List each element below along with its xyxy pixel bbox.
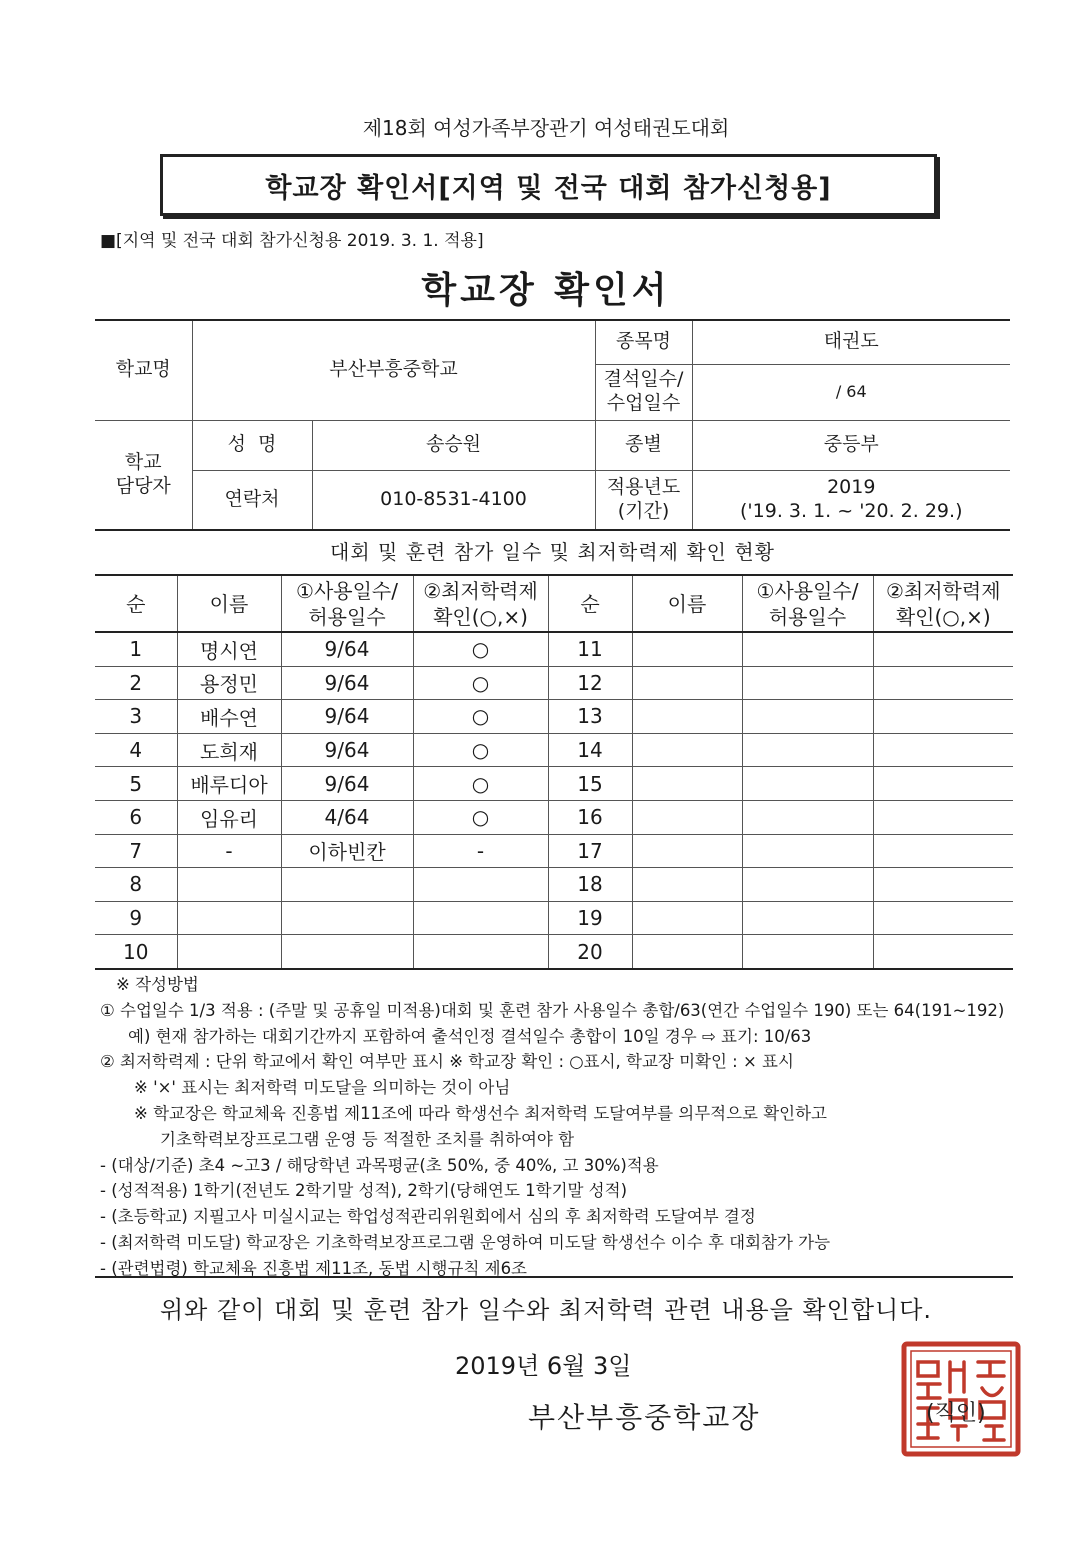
- document-title-box: [160, 154, 937, 216]
- row-days: 9/64: [281, 666, 413, 700]
- row-name-2: [632, 666, 742, 700]
- seal-label: (직인): [926, 1401, 986, 1426]
- sport-label: 종목명: [595, 320, 692, 364]
- col-min-2: [873, 575, 1013, 632]
- col-no-2: 순: [548, 575, 632, 632]
- row-name-2: [632, 800, 742, 834]
- instruction-line: - (관련법령) 학교체육 진흥법 제11조, 동법 시행규칙 제6조: [100, 1258, 527, 1278]
- row-min-2: [873, 666, 1013, 700]
- row-name: -: [177, 834, 281, 868]
- col-days-2-line2: 허용일수: [768, 604, 847, 629]
- row-min-2: [873, 733, 1013, 767]
- row-days-2: [742, 767, 873, 801]
- instruction-line: 예) 현재 참가하는 대회기간까지 포함하여 출석인정 결석일수 총합이 10일 경우 ⇨ 표기: 10/63: [128, 1026, 812, 1046]
- instruction-line: ※ '×' 표시는 최저학력 미도달을 의미하는 것이 아님: [134, 1078, 511, 1098]
- row-days: 4/64: [281, 800, 413, 834]
- instruction-line: - (최저학력 미도달) 학교장은 기초학력보장프로그램 운영하여 미도달 학생선수 이수 후 대회참가 가능: [100, 1232, 831, 1252]
- row-min-2: [873, 901, 1013, 935]
- applicability-note: ■[지역 및 전국 대회 참가신청용 2019. 3. 1. 적용]: [100, 231, 484, 251]
- col-min-2-line2: 확인(○,×): [895, 604, 991, 629]
- instruction-line: - (초등학교) 지필고사 미실시교는 학업성적관리위원회에서 심의 후 최저학력 도달여부 결정: [100, 1207, 756, 1227]
- row-days-2: [742, 700, 873, 734]
- row-min: [413, 901, 548, 935]
- row-no: 1: [95, 632, 177, 666]
- row-name: 명시연: [177, 632, 281, 666]
- event-title: 제18회 여성가족부장관기 여성태권도대회: [362, 116, 730, 140]
- absence-days-text: / 64: [835, 382, 867, 401]
- row-name-2: [632, 901, 742, 935]
- row-min: ○: [413, 632, 548, 666]
- row-name-2: [632, 834, 742, 868]
- row-days-2: [742, 935, 873, 969]
- row-min: -: [413, 834, 548, 868]
- row-no: 8: [95, 868, 177, 902]
- participant-row: [95, 868, 1013, 902]
- row-min: ○: [413, 800, 548, 834]
- year-value: [692, 470, 1010, 530]
- row-days-2: [742, 632, 873, 666]
- main-title: 학교장 확인서: [421, 270, 671, 311]
- absence-days-label: [595, 364, 692, 420]
- participant-row: [95, 800, 1013, 834]
- row-name-2: [632, 700, 742, 734]
- row-no-2: 20: [548, 935, 632, 969]
- participant-table: [95, 574, 1013, 970]
- participant-row: [95, 901, 1013, 935]
- col-days-2: [742, 575, 873, 632]
- info-table: [95, 319, 1010, 531]
- manager-label-line1: 학교: [124, 451, 162, 473]
- row-days: [281, 901, 413, 935]
- row-min: ○: [413, 767, 548, 801]
- row-name: 배수연: [177, 700, 281, 734]
- row-name: 도희재: [177, 733, 281, 767]
- row-no-2: 18: [548, 868, 632, 902]
- row-min-2: [873, 632, 1013, 666]
- confirmation-statement: 위와 같이 대회 및 훈련 참가 일수와 최저학력 관련 내용을 확인합니다.: [159, 1296, 933, 1324]
- row-name: 임유리: [177, 800, 281, 834]
- row-min: [413, 868, 548, 902]
- row-days: 9/64: [281, 632, 413, 666]
- year-value-line1: 2019: [827, 476, 876, 498]
- manager-label: [95, 420, 192, 530]
- col-days-line1: ①사용일수/: [296, 578, 398, 603]
- signer-name: 부산부흥중학교장: [528, 1401, 761, 1434]
- instruction-line: ① 수업일수 1/3 적용 : (주말 및 공휴일 미적용)대회 및 훈련 참가 사용일수 총합/63(연간 수업일수 190) 또는 64(191~192): [100, 1000, 1005, 1020]
- row-name-2: [632, 733, 742, 767]
- col-days-2-line1: ①사용일수/: [756, 578, 859, 603]
- row-no: 4: [95, 733, 177, 767]
- col-min-line1: ②최저학력제: [423, 578, 538, 603]
- row-name: 용정민: [177, 666, 281, 700]
- row-days-2: [742, 800, 873, 834]
- issue-date: 2019년 6월 3일: [455, 1352, 632, 1380]
- participant-row: [95, 632, 1013, 666]
- row-no-2: 19: [548, 901, 632, 935]
- row-min-2: [873, 868, 1013, 902]
- category-label: 종별: [595, 420, 692, 470]
- row-name: 배루디아: [177, 767, 281, 801]
- instruction-line: ※ 작성방법: [116, 975, 199, 994]
- row-name-2: [632, 868, 742, 902]
- year-label-line2: (기간): [617, 499, 670, 522]
- category-value: 중등부: [692, 420, 1010, 470]
- row-days-2: [742, 834, 873, 868]
- row-min: [413, 935, 548, 969]
- instruction-line: - (대상/기준) 초4 ~고3 / 해당학년 과목평균(초 50%, 중 40%, 고 30%)적용: [100, 1155, 659, 1175]
- row-no-2: 11: [548, 632, 632, 666]
- row-days: [281, 935, 413, 969]
- col-name: 이름: [177, 575, 281, 632]
- col-name-2: 이름: [632, 575, 742, 632]
- row-no-2: 14: [548, 733, 632, 767]
- row-no: 10: [95, 935, 177, 969]
- row-min-2: [873, 767, 1013, 801]
- row-days-2: [742, 733, 873, 767]
- row-min-2: [873, 935, 1013, 969]
- row-min-2: [873, 800, 1013, 834]
- row-no-2: 17: [548, 834, 632, 868]
- col-days-line2: 허용일수: [308, 604, 386, 629]
- participant-row: [95, 834, 1013, 868]
- year-label-line1: 적용년도: [606, 476, 681, 498]
- school-name-value: 부산부흥중학교: [192, 320, 595, 420]
- row-min-2: [873, 834, 1013, 868]
- row-days: 9/64: [281, 700, 413, 734]
- absence-days-label-line1: 결석일수/: [603, 368, 684, 391]
- writing-instructions: [100, 972, 1020, 1282]
- row-no-2: 16: [548, 800, 632, 834]
- document-title: 학교장 확인서[지역 및 전국 대회 참가신청용]: [265, 172, 832, 204]
- row-days: 이하빈칸: [281, 834, 413, 868]
- col-days: [281, 575, 413, 632]
- row-min: ○: [413, 700, 548, 734]
- col-min-line2: 확인(○,×): [433, 604, 528, 629]
- instruction-line: 기초학력보장프로그램 운영 등 적절한 조치를 취하여야 함: [160, 1129, 575, 1149]
- absence-days-label-line2: 수업일수: [606, 392, 681, 414]
- instruction-line: ※ 학교장은 학교체육 진흥법 제11조에 따라 학생선수 최저학력 도달여부를 의무적으로 확인하고: [134, 1103, 827, 1123]
- row-days-2: [742, 868, 873, 902]
- year-period: ('19. 3. 1. ~ '20. 2. 29.): [740, 499, 963, 522]
- absence-days-value: [692, 364, 1010, 420]
- participant-row: [95, 935, 1013, 969]
- row-min: ○: [413, 733, 548, 767]
- row-no: 3: [95, 700, 177, 734]
- col-min: [413, 575, 548, 632]
- manager-name-value: 송승원: [312, 420, 595, 470]
- participant-row: [95, 767, 1013, 801]
- row-days: 9/64: [281, 733, 413, 767]
- row-days: 9/64: [281, 767, 413, 801]
- row-name-2: [632, 632, 742, 666]
- row-no: 7: [95, 834, 177, 868]
- participant-row: [95, 733, 1013, 767]
- row-no: 6: [95, 800, 177, 834]
- row-name-2: [632, 935, 742, 969]
- col-no: 순: [95, 575, 177, 632]
- school-name-label: 학교명: [95, 320, 192, 420]
- row-min-2: [873, 700, 1013, 734]
- row-no-2: 12: [548, 666, 632, 700]
- row-name-2: [632, 767, 742, 801]
- row-no: 9: [95, 901, 177, 935]
- row-no: 2: [95, 666, 177, 700]
- manager-name-label: 성 명: [192, 420, 312, 470]
- notes-divider: [95, 1276, 1013, 1278]
- instruction-line: ② 최저학력제 : 단위 학교에서 확인 여부만 표시 ※ 학교장 확인 : ○표시, 학교장 미확인 : × 표시: [100, 1052, 794, 1072]
- row-days-2: [742, 901, 873, 935]
- row-no-2: 13: [548, 700, 632, 734]
- year-label: [595, 470, 692, 530]
- row-no-2: 15: [548, 767, 632, 801]
- row-name: [177, 868, 281, 902]
- participant-row: [95, 666, 1013, 700]
- contact-label: 연락처: [192, 470, 312, 530]
- status-heading: 대회 및 훈련 참가 일수 및 최저학력제 확인 현황: [330, 540, 775, 564]
- sport-value: 태권도: [692, 320, 1010, 364]
- row-days: [281, 868, 413, 902]
- instruction-line: - (성적적용) 1학기(전년도 2학기말 성적), 2학기(당해연도 1학기말 성적): [100, 1181, 628, 1201]
- row-name: [177, 901, 281, 935]
- row-no: 5: [95, 767, 177, 801]
- row-days-2: [742, 666, 873, 700]
- participant-row: [95, 700, 1013, 734]
- row-name: [177, 935, 281, 969]
- row-min: ○: [413, 666, 548, 700]
- contact-value: 010-8531-4100: [312, 470, 595, 530]
- manager-label-line2: 담당자: [115, 474, 171, 497]
- col-min-2-line1: ②최저학력제: [885, 578, 1001, 603]
